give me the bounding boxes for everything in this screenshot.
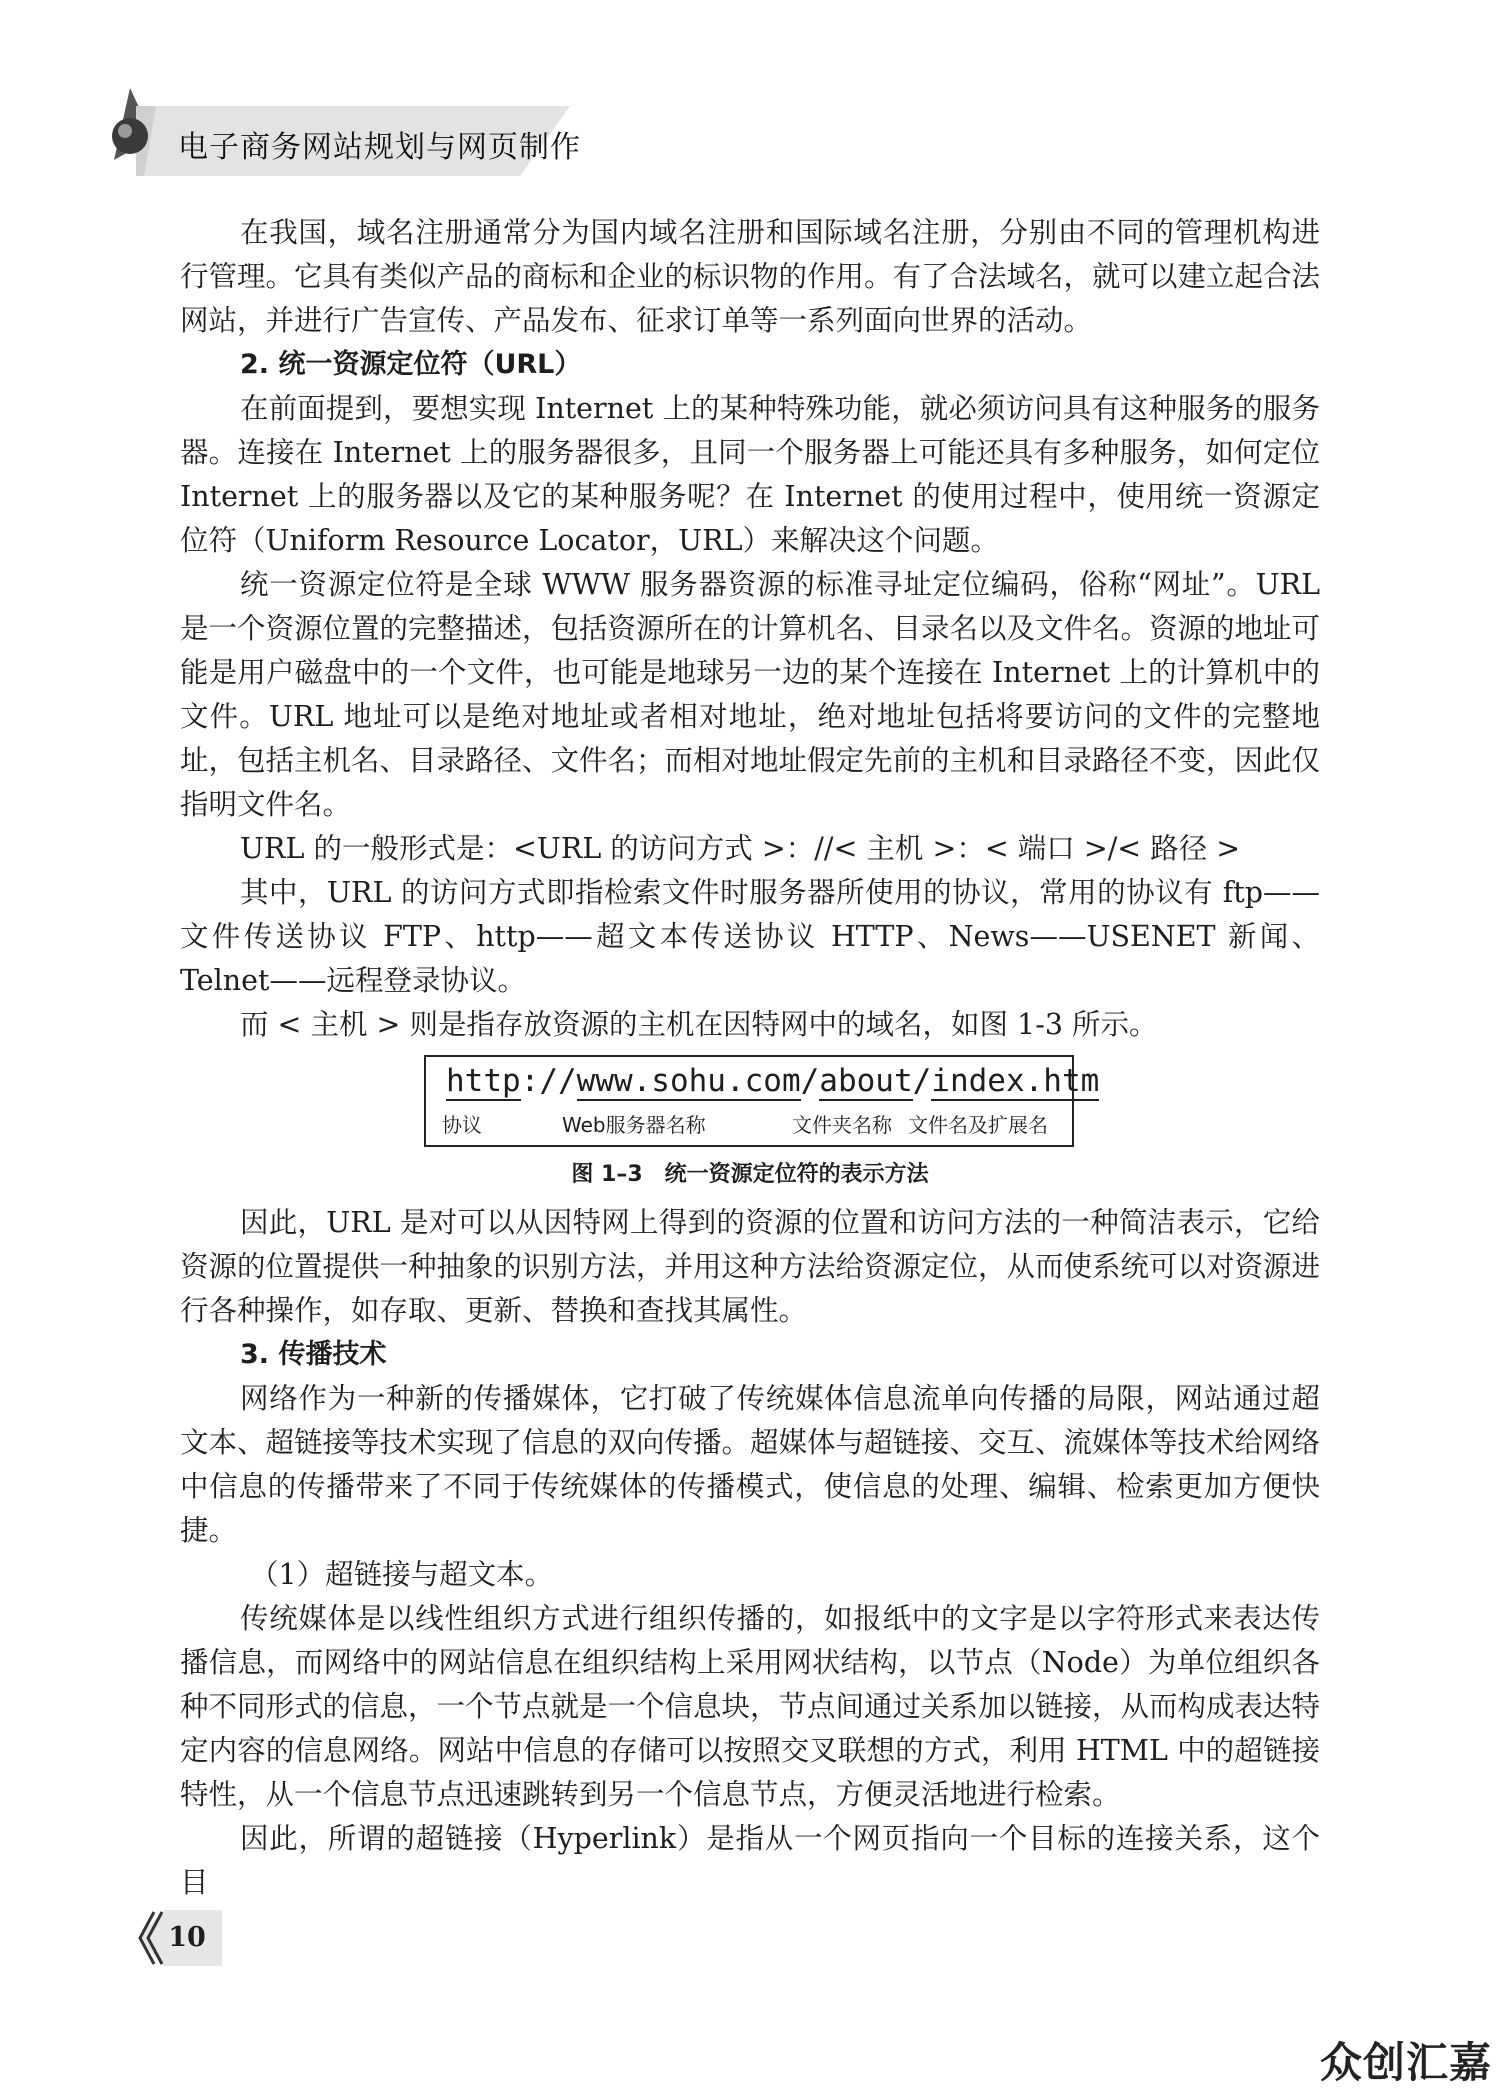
url-folder: about — [819, 1063, 913, 1099]
paragraph: 统一资源定位符是全球 WWW 服务器资源的标准寻址定位编码，俗称“网址”。URL 是一个资源位置的完整描述，包括资源所在的计算机名、目录名以及文件名。资源的地址可能是用户磁盘中的一个文件，也可能是地球另一边的某个连接在 Internet 上的计算机中的文件。URL 地址可以是绝对地址或者相对地址，绝对地址包括将要访问的文件的完整地址，包括主机名、目录路径、文件名；而相对地址假定先前的主机和目录路径不变，因此仅指明文件名。 — [180, 568, 1321, 821]
book-title: 电子商务网站规划与网页制作 — [178, 130, 581, 165]
paragraph: 因此，URL 是对可以从因特网上得到的资源的位置和访问方法的一种简洁表示，它给资源的位置提供一种抽象的识别方法，并用这种方法给资源定位，从而使系统可以对资源进行各种操作，如存取、更新、替换和查找其属性。 — [180, 1206, 1321, 1327]
label-folder: 文件夹名称 — [792, 1113, 892, 1137]
paragraph: 而 < 主机 > 则是指存放资源的主机在因特网中的域名，如图 1-3 所示。 — [240, 1008, 1158, 1041]
url-example — [446, 1061, 1099, 1101]
label-host: Web服务器名称 — [562, 1113, 706, 1137]
label-file: 文件名及扩展名 — [908, 1113, 1048, 1137]
url-host: www.sohu.com — [576, 1063, 801, 1099]
label-protocol: 协议 — [442, 1113, 482, 1137]
section-heading: 3. 传播技术 — [240, 1339, 387, 1370]
figure-caption: 图 1–3 统一资源定位符的表示方法 — [571, 1162, 929, 1187]
paragraph: 因此，所谓的超链接（Hyperlink）是指从一个网页指向一个目标的连接关系，这个目 — [180, 1822, 1320, 1899]
page-body — [180, 211, 1320, 1905]
watermark: 众创汇嘉 — [1319, 2038, 1492, 2087]
url-figure — [180, 1055, 1320, 1201]
paragraph: 网络作为一种新的传播媒体，它打破了传统媒体信息流单向传播的局限，网站通过超文本、超链接等技术实现了信息的双向传播。超媒体与超链接、交互、流媒体等技术给网络中信息的传播带来了不同于传统媒体的传播模式，使信息的处理、编辑、检索更加方便快捷。 — [180, 1382, 1321, 1547]
url-file: index.htm — [931, 1063, 1100, 1099]
section-heading: 2. 统一资源定位符（URL） — [240, 349, 582, 380]
url-separator: / — [800, 1063, 820, 1099]
paragraph: URL 的一般形式是：<URL 的访问方式 >：//< 主机 >：< 端口 >/< 路径 > — [240, 832, 1241, 865]
paragraph: 传统媒体是以线性组织方式进行组织传播的，如报纸中的文字是以字符形式来表达传播信息，而网络中的网站信息在组织结构上采用网状结构，以节点（Node）为单位组织各种不同形式的信息，一个节点就是一个信息块，节点间通过关系加以链接，从而构成表达特定内容的信息网络。网站中信息的存储可以按照交叉联想的方式，利用 HTML 中的超链接特性，从一个信息节点迅速跳转到另一个信息节点，方便灵活地进行检索。 — [180, 1602, 1321, 1811]
page-number-badge — [136, 1906, 226, 1970]
paragraph: 在我国，域名注册通常分为国内域名注册和国际域名注册，分别由不同的管理机构进行管理。它具有类似产品的商标和企业的标识物的作用。有了合法域名，就可以建立起合法网站，并进行广告宣传、产品发布、征求订单等一系列面向世界的活动。 — [180, 216, 1321, 337]
url-separator: / — [912, 1063, 932, 1099]
url-protocol: http — [446, 1063, 521, 1099]
page-number: 10 — [168, 1922, 206, 1953]
running-header — [100, 88, 600, 176]
url-diagram-box — [424, 1055, 1100, 1147]
url-separator: :// — [520, 1063, 577, 1099]
paragraph: 在前面提到，要想实现 Internet 上的某种特殊功能，就必须访问具有这种服务的服务器。连接在 Internet 上的服务器很多，且同一个服务器上可能还具有多种服务，如何定位 Internet 上的服务器以及它的某种服务呢？在 Internet 的使用过程中，使用统一资源定位符（Uniform Resource Locator，URL）来解决这个问题。 — [180, 392, 1320, 557]
sub-heading: （1）超链接与超文本。 — [250, 1558, 554, 1591]
paragraph: 其中，URL 的访问方式即指检索文件时服务器所使用的协议，常用的协议有 ftp——文件传送协议 FTP、http——超文本传送协议 HTTP、News——USENET 新闻、Telnet——远程登录协议。 — [180, 876, 1320, 997]
